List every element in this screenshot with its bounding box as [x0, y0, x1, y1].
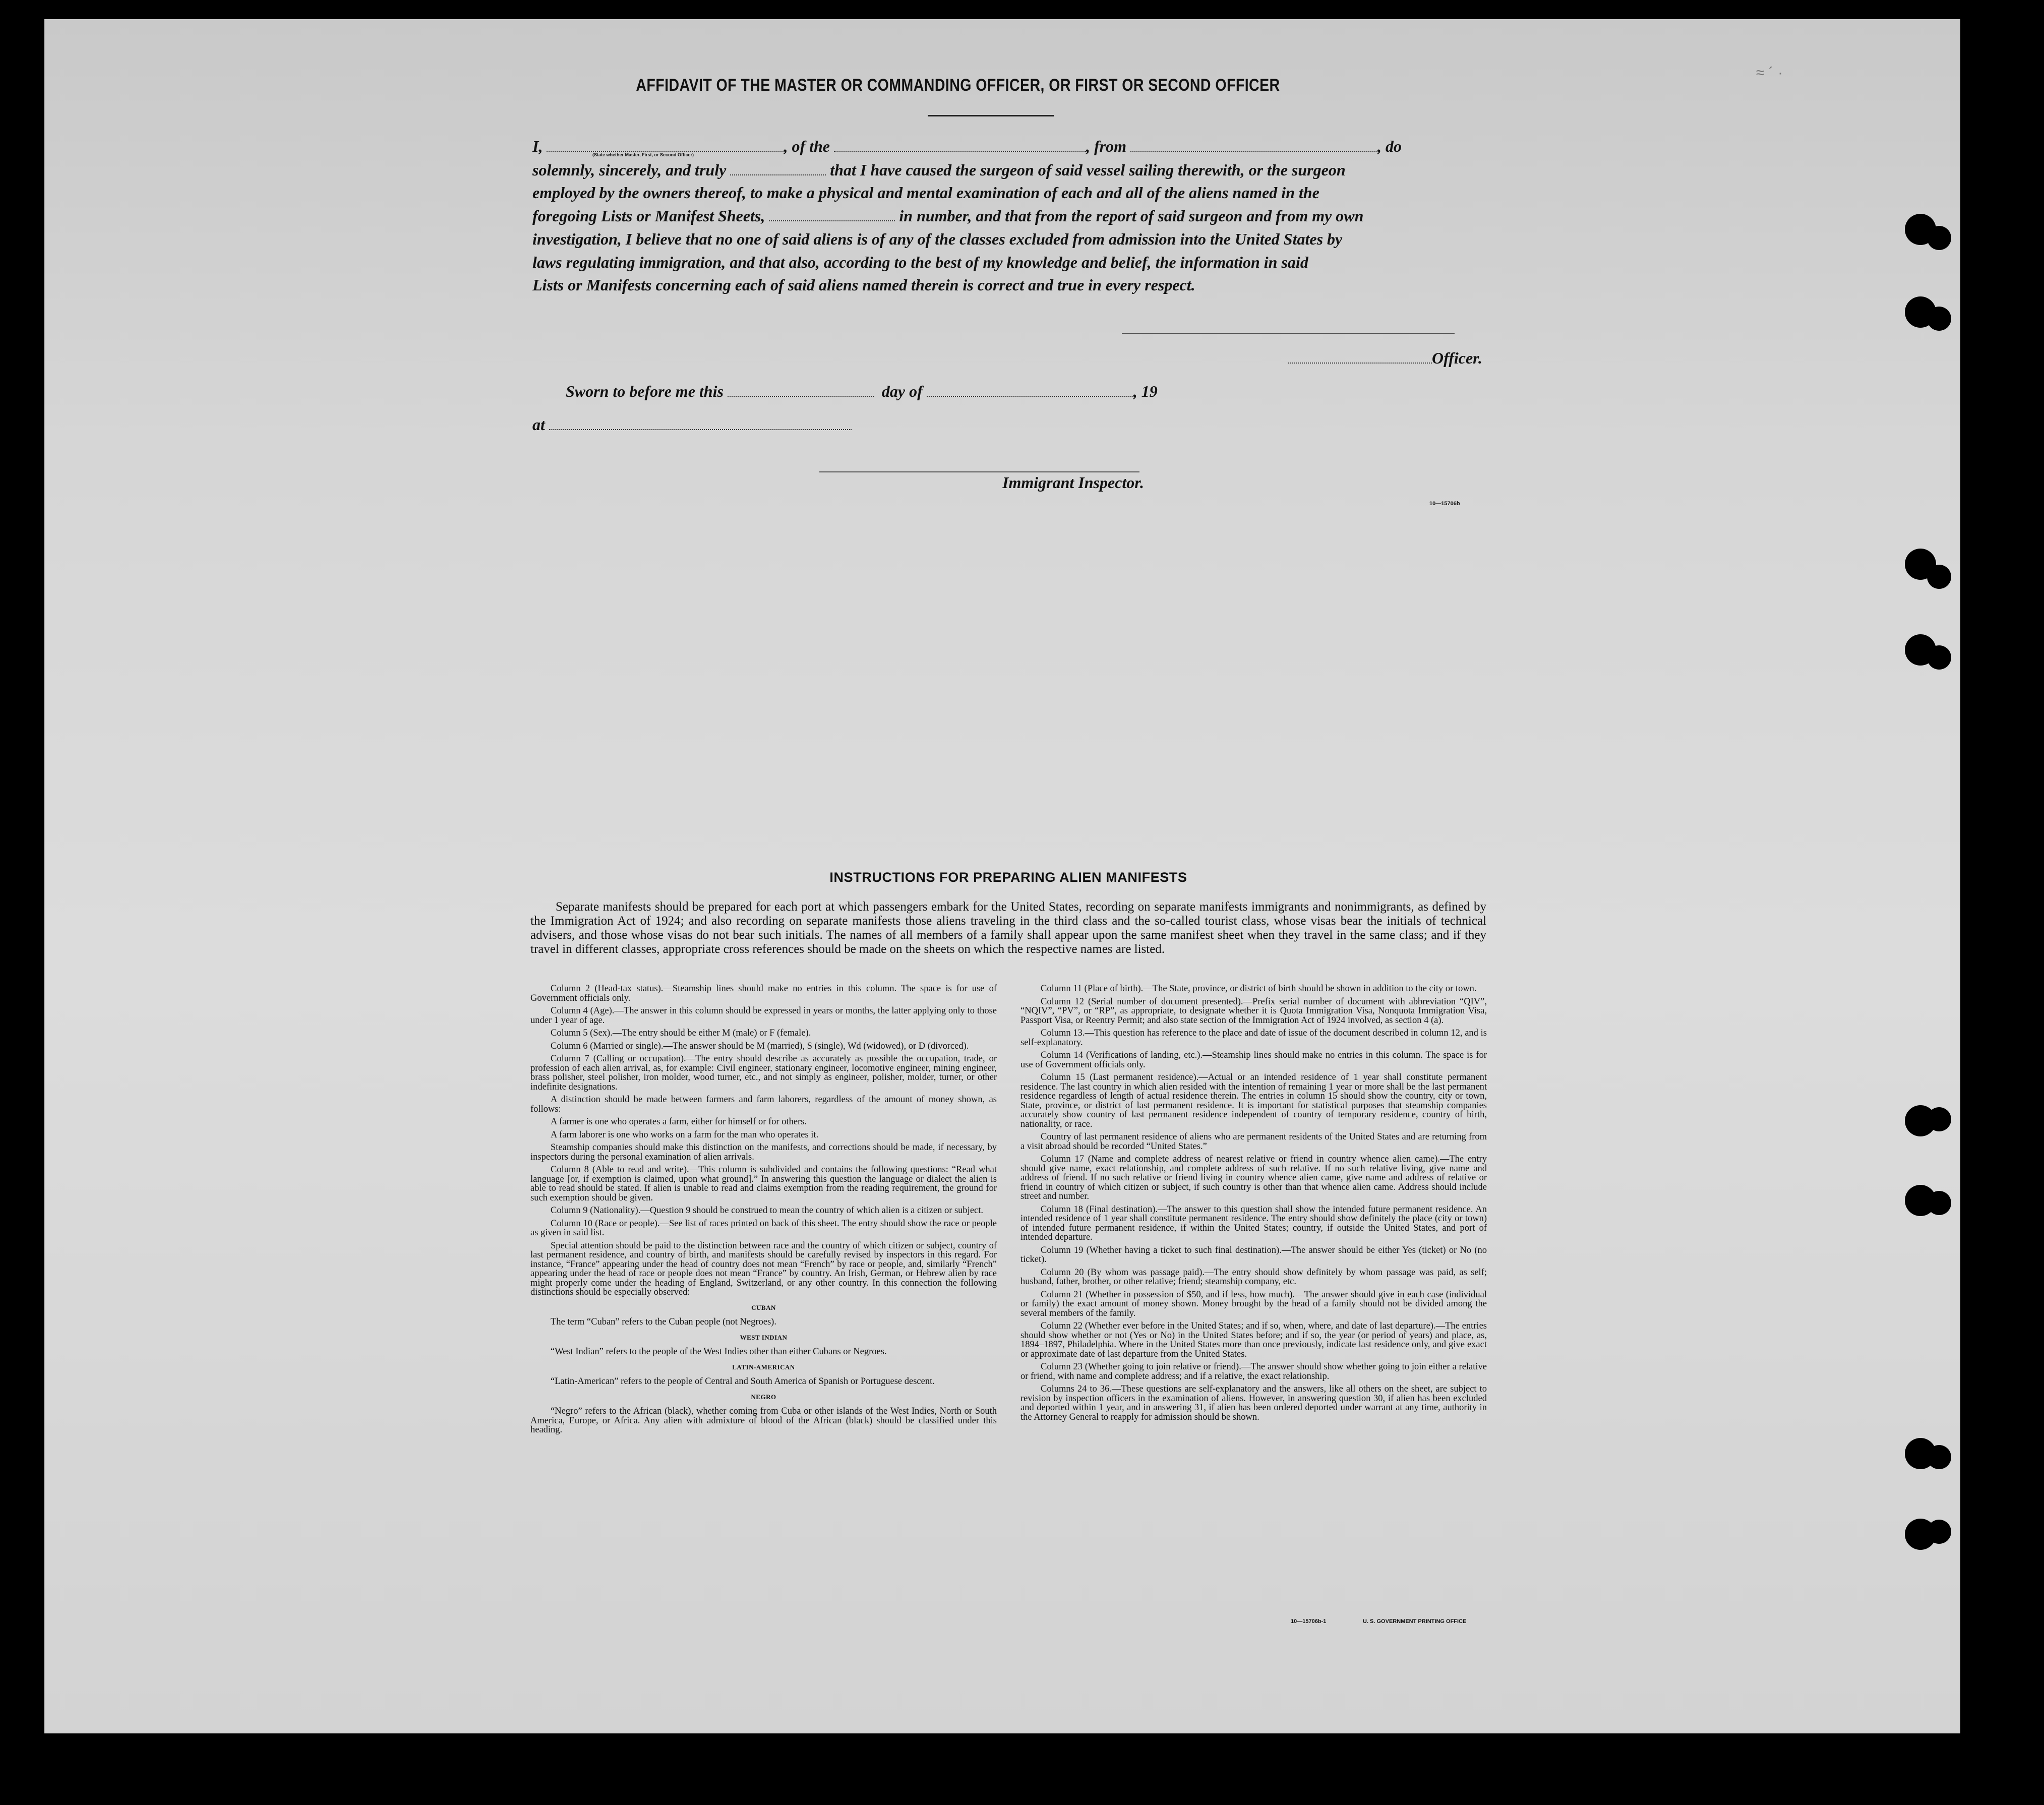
section-heading: NEGRO — [751, 1393, 776, 1401]
instruction-paragraph: Column 7 (Calling or occupation).—The entry should describe as accurately as possible the occupation, trade, or profession of each alien arrival, as, for example: Civil engineer, stationary engineer, locomotive engineer, mining engineer, brass polisher, steel polisher, iron molder, wood turner, etc., and not simply as engineer, polisher, molder, turner, or other indefinite designations. — [530, 1054, 997, 1092]
affidavit-from: , from — [1086, 137, 1126, 155]
instruction-paragraph: “Negro” refers to the African (black), whether coming from Cuba or other islands of the West Indies, North or South America, Europe, or Africa. Any alien with admixture of blood of the African (black) should be classified under this heading. — [530, 1406, 997, 1435]
punch-hole — [1927, 1520, 1951, 1544]
at-place-blank[interactable] — [549, 417, 852, 430]
printing-office: U. S. GOVERNMENT PRINTING OFFICE — [1363, 1618, 1467, 1625]
affidavit-line-5: investigation, I believe that no one of said aliens is of any of the classes excluded from admission into the United States by — [532, 230, 1343, 248]
instruction-paragraph: “Latin-American” refers to the people of Central and South America of Spanish or Portuguese descent. — [551, 1376, 935, 1387]
affidavit-text: solemnly, sincerely, and truly — [532, 161, 727, 179]
instruction-paragraph: A farm laborer is one who works on a farm for the man who operates it. — [551, 1129, 819, 1140]
instruction-paragraph: Column 10 (Race or people).—See list of races printed on back of this sheet. The entry should show the race or people as given in said list. — [530, 1218, 997, 1238]
officer-signature-line[interactable] — [1122, 333, 1455, 334]
affidavit-line-3: employed by the owners thereof, to make a physical and mental examination of each and all of the aliens named in the — [532, 184, 1319, 202]
affidavit-i: I, — [532, 137, 543, 155]
at-label: at — [532, 415, 545, 434]
affidavit-line-2 — [532, 160, 1490, 180]
section-heading: CUBAN — [751, 1303, 776, 1311]
instruction-paragraph: Column 8 (Able to read and write).—This column is subdivided and contains the following questions: “Read what language [or, if exemption is claimed, upon what ground].” In answering this question the language or dialect the alien is able to read should be stated. If alien is unable to read and claims exemption from the reading requirement, the ground for such exemption should be given. — [530, 1165, 997, 1203]
title-rule — [928, 115, 1054, 116]
affidavit-line-7: Lists or Manifests concerning each of said aliens named therein is correct and true in every respect. — [532, 276, 1195, 294]
instruction-paragraph: A distinction should be made between farmers and farm laborers, regardless of the amount of money shown, as follows: — [530, 1095, 997, 1114]
instruction-paragraph: Column 15 (Last permanent residence).—Actual or an intended residence of 1 year shall constitute permanent residence. The last country in which alien resided with the intention of remaining 1 year or more shall be the last permanent residence regardless of length of actual residence therein. The entries in column 15 should show the country, city or town, State, province, or district of last permanent residence. It is important for statistical purposes that steamship companies accurately show country of last permanent residence independent of country of temporary residence, country of birth, nationality, or race. — [1020, 1072, 1487, 1129]
vessel-blank[interactable] — [834, 139, 1086, 152]
instruction-paragraph: Column 19 (Whether having a ticket to such final destination).—The answer should be either Yes (ticket) or No (no ticket). — [1020, 1245, 1487, 1265]
officer-blank[interactable] — [1288, 350, 1432, 364]
sworn-day-blank[interactable] — [728, 384, 874, 397]
instructions-left-column — [530, 984, 997, 1438]
officer-rank-blank[interactable] — [547, 139, 784, 152]
instruction-paragraph: Column 14 (Verifications of landing, etc.).—Steamship lines should make no entries in this column. The space is for use of Government officials only. — [1020, 1050, 1487, 1070]
affidavit-line-6: laws regulating immigration, and that also, according to the best of my knowledge and belief, the information in said — [532, 253, 1308, 271]
instruction-paragraph: Column 9 (Nationality).—Question 9 should be construed to mean the country of which alien is a citizen or subject. — [551, 1206, 984, 1216]
instruction-paragraph: A farmer is one who operates a farm, either for himself or for others. — [551, 1117, 807, 1127]
instruction-paragraph: Columns 24 to 36.—These questions are self-explanatory and the answers, like all others on the sheet, are subject to revision by inspection officers in the examination of aliens. However, in answering question 30, if alien has been excluded and deported within 1 year, and in answering 31, if alien has been ordered deported under warrant at any time, authority in the Attorney General to reapply for admission should be shown. — [1020, 1384, 1487, 1422]
instruction-paragraph: Column 4 (Age).—The answer in this column should be expressed in years or months, the latter applying only to those under 1 year of age. — [530, 1006, 997, 1026]
officer-line — [1288, 348, 1490, 368]
rank-note: (State whether Master, First, or Second Officer) — [592, 152, 694, 157]
affidavit-line-4 — [532, 206, 1490, 226]
inspector-label: Immigrant Inspector. — [1002, 473, 1144, 492]
page-smudge: ≈ ´ · — [1756, 65, 1783, 81]
instructions-form-number: 10—15706b-1 — [1291, 1618, 1327, 1625]
day-of-label: day of — [881, 382, 923, 400]
sworn-label: Sworn to before me this — [566, 382, 724, 400]
instruction-paragraph: Column 21 (Whether in possession of $50, and if less, how much).—The answer should give in each case (individual or family) the exact amount of money shown. Money brought by the head of a family should not be divided among the several members of the family. — [1020, 1289, 1487, 1318]
oath-blank[interactable] — [730, 162, 826, 175]
officer-label: Officer. — [1432, 349, 1482, 367]
affidavit-text: foregoing Lists or Manifest Sheets, — [532, 207, 765, 225]
port-blank[interactable] — [1130, 139, 1377, 152]
affidavit-text: that I have caused the surgeon of said vessel sailing therewith, or the surgeon — [830, 161, 1346, 179]
instruction-paragraph: Steamship companies should make this distinction on the manifests, and corrections should be made, if necessary, by inspectors during the personal examination of alien arrivals. — [530, 1142, 997, 1162]
punch-hole — [1927, 1191, 1951, 1215]
instruction-paragraph: Column 5 (Sex).—The entry should be either M (male) or F (female). — [551, 1028, 811, 1038]
instruction-paragraph: Column 20 (By whom was passage paid).—The entry should show definitely by whom passage was paid, as self; husband, father, brother, or other relative; friend; steamship company, etc. — [1020, 1267, 1487, 1287]
instruction-paragraph: Special attention should be paid to the distinction between race and the country of which citizen or subject, country of last permanent residence, and country of birth, and manifests should be carefully revised by inspectors in this regard. For instance, “France” appearing under the head of country does not mean “French” by race or people, and, similarly “French” appearing under the head of race or people does not mean “France” by country. An Irish, German, or Hebrew alien by race might properly come under the heading of England, Switzerland, or any other country. In this connection the following distinctions should be especially observed: — [530, 1240, 997, 1297]
affidavit-of-the: , of the — [784, 137, 830, 155]
instruction-paragraph: The term “Cuban” refers to the Cuban people (not Negroes). — [551, 1317, 776, 1327]
at-line — [532, 414, 1490, 435]
instruction-paragraph: “West Indian” refers to the people of the West Indies other than either Cubans or Negroes. — [551, 1347, 887, 1357]
instructions-intro: Separate manifests should be prepared for each port at which passengers embark for the United States, recording on separate manifests immigrants and nonimmigrants, as defined by the Immigration Act of 1924; and also recording on separate manifests those aliens traveling in the third class and the so-called tourist class, whose visas bear the initials of technical advisers, and those whose visas do not bear such initials. The names of all members of a family shall appear upon the same manifest sheet when they travel in the same class; and if they travel in different classes, appropriate cross references should be made on the sheets on which the respective names are listed. — [530, 900, 1486, 956]
affidavit-form-number: 10—15706b — [1429, 501, 1460, 507]
punch-hole — [1927, 1445, 1951, 1469]
sheet-count-blank[interactable] — [769, 208, 895, 221]
instruction-paragraph: Column 12 (Serial number of document presented).—Prefix serial number of document with abbreviation “QIV”, “NQIV”, “PV”, or “RP”, as appropriate, to designate whether it is Quota Immigration Visa, Nonquota Immigration Visa, Passport Visa, or Reentry Permit; and also state section of the Immigration Act of 1924 involved, as section 4 (a). — [1020, 996, 1487, 1026]
instruction-paragraph: Column 22 (Whether ever before in the United States; and if so, when, where, and date of last departure).—The entries should show whether or not (Yes or No) in the United States before; and if so, the year (or period of years) and place, as, 1894–1897, Philadelphia. Where in the United States more than once previously, indicate last residence only, and give exact or approximate date of last departure from the United States. — [1020, 1321, 1487, 1359]
instruction-paragraph: Country of last permanent residence of aliens who are permanent residents of the United States and are returning from a visit abroad should be recorded “United States.” — [1020, 1132, 1487, 1152]
punch-hole — [1927, 645, 1951, 670]
sworn-line — [566, 381, 1524, 401]
affidavit-title: AFFIDAVIT OF THE MASTER OR COMMANDING OFFICER, OR FIRST OR SECOND OFFICER — [636, 76, 1280, 95]
punch-hole — [1927, 307, 1951, 331]
punch-hole — [1927, 226, 1951, 250]
instructions-title: INSTRUCTIONS FOR PREPARING ALIEN MANIFESTS — [829, 870, 1187, 885]
affidavit-text: in number, and that from the report of said surgeon and from my own — [899, 207, 1364, 225]
punch-hole — [1927, 565, 1951, 589]
year-label: , 19 — [1133, 382, 1158, 400]
sworn-month-blank[interactable] — [927, 384, 1133, 397]
instruction-paragraph: Column 11 (Place of birth).—The State, province, or district of birth should be shown in addition to the city or town. — [1041, 984, 1477, 994]
section-heading: WEST INDIAN — [740, 1333, 788, 1341]
instruction-paragraph: Column 23 (Whether going to join relative or friend).—The answer should show whether going to join either a relative or friend, with name and complete address; and if a relative, the exact relationship. — [1020, 1362, 1487, 1381]
punch-hole — [1927, 1107, 1951, 1131]
section-heading: LATIN-AMERICAN — [732, 1363, 795, 1371]
instruction-paragraph: Column 18 (Final destination).—The answer to this question shall show the intended future permanent residence. An intended residence of 1 year shall constitute permanent residence. The entry should show definitely the place (city or town) of intended future permanent residence, if within the United States; country, if outside the United States, and port of intended departure. — [1020, 1204, 1487, 1242]
affidavit-do: , do — [1377, 137, 1402, 155]
instruction-paragraph: Column 6 (Married or single).—The answer should be M (married), S (single), Wd (widowed), or D (divorced). — [551, 1041, 969, 1051]
instruction-paragraph: Column 13.—This question has reference to the place and date of issue of the document described in column 12, and is self-explanatory. — [1020, 1028, 1487, 1048]
instruction-paragraph: Column 17 (Name and complete address of nearest relative or friend in country whence alien came).—The entry should give name, exact relationship, and complete address of such relative. If no such relative living, give name and address of friend. If no such relative or friend living in country whence alien came, give name and address of relative or friend in country of which citizen or subject, if such country is other than that whence alien came. Address should include street and number. — [1020, 1154, 1487, 1201]
instructions-right-column — [1020, 984, 1487, 1425]
instruction-paragraph: Column 2 (Head-tax status).—Steamship lines should make no entries in this column. The space is for use of Government officials only. — [530, 984, 997, 1003]
